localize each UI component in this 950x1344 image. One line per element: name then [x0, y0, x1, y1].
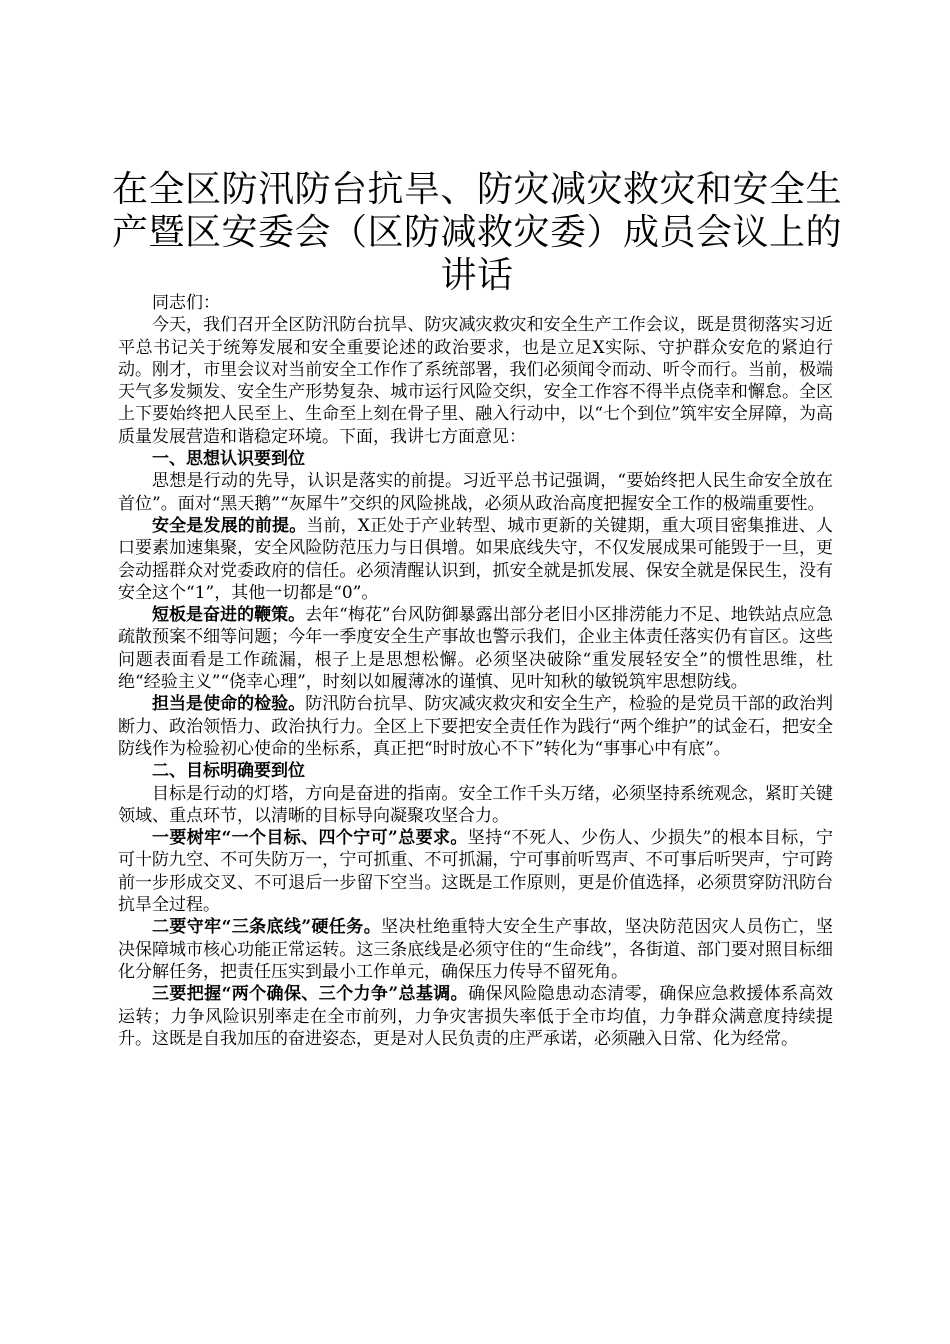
point-text: 坚持“不死人、少伤人、少损失”的根本目标，宁可十防九空、不可失防万一，宁可抓重、不可抓漏，宁可事前听骂声、不可事后听哭声，宁可跨前一步形成交叉、不可退后一步留下空当。这既是工作原则，更是价值选择，必须贯穿防汛防台抗旱全过程。: [118, 828, 833, 916]
section-2-point-3: [118, 983, 833, 1050]
section-1-point-2: [118, 604, 833, 693]
section-2-point-2: [118, 916, 833, 983]
point-lead: 担当是使命的检验。: [152, 694, 306, 715]
point-text: 去年“梅花”台风防御暴露出部分老旧小区排涝能力不足、地铁站点应急疏散预案不细等问题；今年一季度安全生产事故也警示我们，企业主体责任落实仍有盲区。这些问题表面看是工作疏漏，根子上是思想松懈。必须坚决破除“重发展轻安全”的惯性思维，杜绝“经验主义”“侥幸心理”，时刻以如履薄冰的谨慎、见叶知秋的敏锐筑牢思想防线。: [118, 605, 833, 693]
salutation: 同志们：: [152, 293, 220, 313]
section-2-point-1: [118, 827, 833, 916]
document-body: [118, 292, 833, 1050]
section-heading-2: 二、目标明确要到位: [152, 761, 305, 782]
section-2-lead: 目标是行动的灯塔，方向是奋进的指南。安全工作千头万绪，必须坚持系统观念，紧盯关键领域、重点环节，以清晰的目标导向凝聚攻坚合力。: [118, 783, 833, 826]
point-lead: 三要把握“两个确保、三个力争”总基调。: [152, 984, 469, 1005]
section-1-point-1: [118, 515, 833, 604]
point-lead: 一要树牢“一个目标、四个宁可”总要求。: [152, 828, 468, 849]
point-lead: 短板是奋进的鞭策。: [152, 605, 306, 626]
point-text: 坚决杜绝重特大安全生产事故，坚决防范因灾人员伤亡，坚决保障城市核心功能正常运转。这三条底线是必须守住的“生命线”，各街道、部门要对照目标细化分解任务，把责任压实到最小工作单元，确保压力传导不留死角。: [118, 917, 834, 982]
section-1-lead: 思想是行动的先导，认识是落实的前提。习近平总书记强调，“要始终把人民生命安全放在首位”。面对“黑天鹅”“灰犀牛”交织的风险挑战，必须从政治高度把握安全工作的极端重要性。: [118, 471, 833, 514]
point-text: 当前，X正处于产业转型、城市更新的关键期，重大项目密集推进、人口要素加速集聚，安全风险防范压力与日俱增。如果底线失守，不仅发展成果可能毁于一旦，更会动摇群众对党委政府的信任。必须清醒认识到，抓安全就是抓发展、保安全就是保民生，没有安全这个“1”，其他一切都是“0”。: [118, 515, 833, 603]
point-text: 防汛防台抗旱、防灾减灾救灾和安全生产，检验的是党员干部的政治判断力、政治领悟力、政治执行力。全区上下要把安全责任作为践行“两个维护”的试金石，把安全防线作为检验初心使命的坐标系，真正把“时时放心不下”转化为“事事心中有底”。: [118, 694, 834, 759]
point-text: 确保风险隐患动态清零，确保应急救援体系高效运转；力争风险识别率走在全市前列，力争灾害损失率低于全市均值，力争群众满意度持续提升。这既是自我加压的奋进姿态，更是对人民负责的庄严承诺，必须融入日常、化为经常。: [118, 984, 833, 1049]
point-lead: 安全是发展的前提。: [152, 515, 307, 536]
intro-paragraph: 今天，我们召开全区防汛防台抗旱、防灾减灾救灾和安全生产工作会议，既是贯彻落实习近平总书记关于统筹发展和安全重要论述的政治要求，也是立足X实际、守护群众安危的紧迫行动。刚才，市里会议对当前安全工作作了系统部署，我们必须闻令而动、听令而行。当前，极端天气多发频发、安全生产形势复杂、城市运行风险交织，安全工作容不得半点侥幸和懈怠。全区上下要始终把人民至上、生命至上刻在骨子里、融入行动中，以“七个到位”筑牢安全屏障，为高质量发展营造和谐稳定环境。下面，我讲七方面意见：: [118, 315, 833, 447]
section-1-point-3: [118, 693, 833, 760]
section-heading-1: 一、思想认识要到位: [152, 449, 305, 470]
document-title: 在全区防汛防台抗旱、防灾减灾救灾和安全生产暨区安委会（区防减救灾委）成员会议上的讲话: [112, 169, 843, 296]
point-lead: 二要守牢“三条底线”硬任务。: [152, 917, 382, 938]
